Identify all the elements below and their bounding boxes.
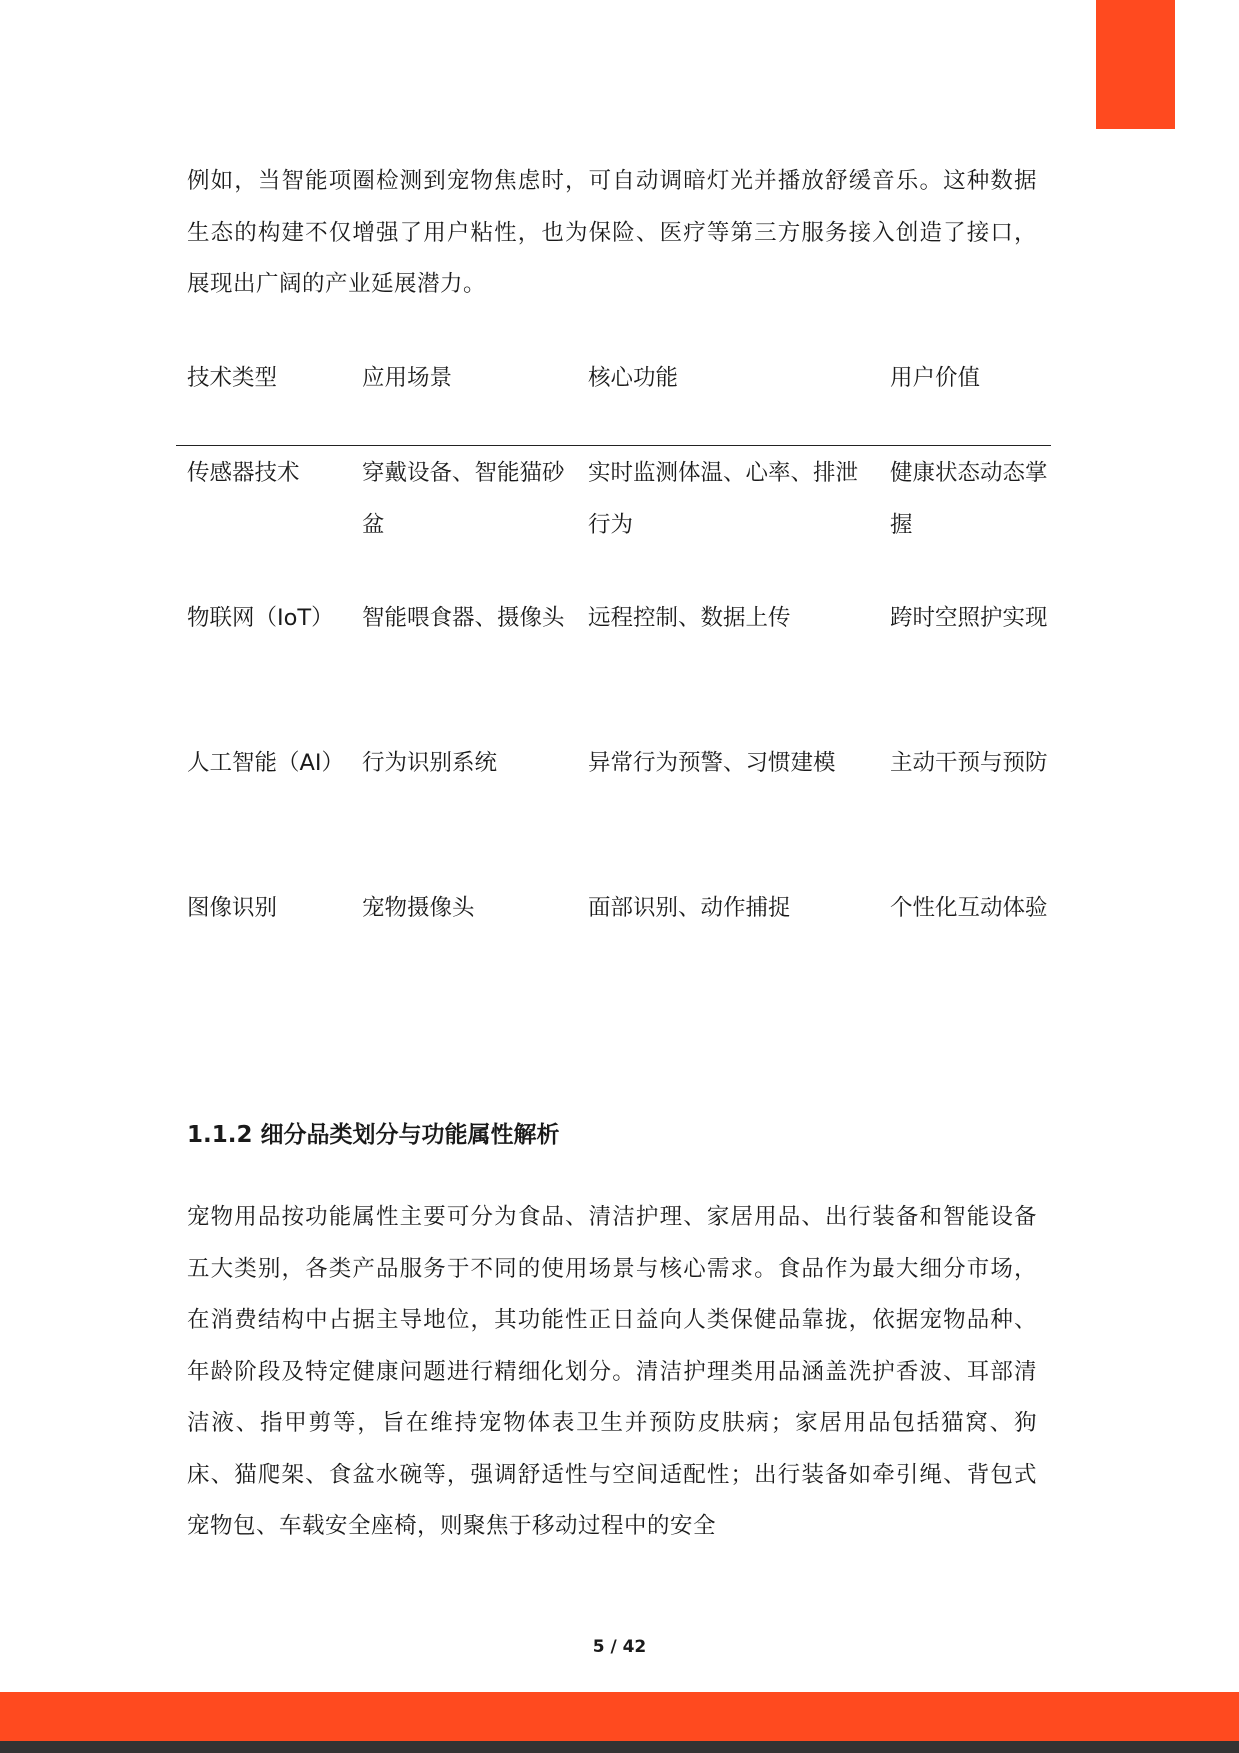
section-title: 1.1.2 细分品类划分与功能属性解析 xyxy=(187,1122,560,1148)
corner-tab-decoration xyxy=(1096,0,1175,129)
table-cell: 主动干预与预防 xyxy=(890,750,1048,776)
intro-paragraph: 例如，当智能项圈检测到宠物焦虑时，可自动调暗灯光并播放舒缓音乐。这种数据生态的构建不仅增强了用户粘性，也为保险、医疗等第三方服务接入创造了接口，展现出广阔的产业延展潜力。 xyxy=(187,168,1037,297)
technology-table xyxy=(176,354,1051,1028)
table-cell: 智能喂食器、摄像头 xyxy=(362,605,565,631)
table-header-cell: 技术类型 xyxy=(187,365,278,391)
table-header-cell: 核心功能 xyxy=(588,365,679,391)
table-cell: 行为识别系统 xyxy=(362,750,498,776)
table-cell: 异常行为预警、习惯建模 xyxy=(588,750,836,776)
table-row xyxy=(176,448,1051,593)
table-cell: 物联网（IoT） xyxy=(187,605,334,631)
table-cell: 宠物摄像头 xyxy=(362,895,475,921)
table-row xyxy=(176,738,1051,883)
table-row xyxy=(176,883,1051,1028)
table-row xyxy=(176,593,1051,738)
table-cell: 实时监测体温、心率、排泄行为 xyxy=(588,460,859,538)
table-cell: 跨时空照护实现 xyxy=(890,605,1048,631)
table-header-row xyxy=(176,354,1051,446)
page-number: 5 / 42 xyxy=(592,1637,647,1657)
footer-accent-bar xyxy=(0,1692,1239,1741)
table-cell: 健康状态动态掌握 xyxy=(890,460,1048,538)
table-cell: 人工智能（AI） xyxy=(187,750,345,776)
table-cell: 个性化互动体验 xyxy=(890,895,1048,921)
section-paragraph: 宠物用品按功能属性主要可分为食品、清洁护理、家居用品、出行装备和智能设备五大类别，各类产品服务于不同的使用场景与核心需求。食品作为最大细分市场，在消费结构中占据主导地位，其功能性正日益向人类保健品靠拢，依据宠物品种、年龄阶段及特定健康问题进行精细化划分。清洁护理类用品涵盖洗护香波、耳部清洁液、指甲剪等，旨在维持宠物体表卫生并预防皮肤病；家居用品包括猫窝、狗床、猫爬架、食盆水碗等，强调舒适性与空间适配性；出行装备如牵引绳、背包式宠物包、车载安全座椅，则聚焦于移动过程中的安全 xyxy=(187,1204,1037,1539)
table-cell: 穿戴设备、智能猫砂盆 xyxy=(362,460,565,538)
table-cell: 图像识别 xyxy=(187,895,278,921)
table-header-cell: 用户价值 xyxy=(890,365,981,391)
table-cell: 远程控制、数据上传 xyxy=(588,605,791,631)
footer-dark-strip xyxy=(0,1741,1239,1753)
table-cell: 传感器技术 xyxy=(187,460,300,486)
table-cell: 面部识别、动作捕捉 xyxy=(588,895,791,921)
table-header-cell: 应用场景 xyxy=(362,365,453,391)
